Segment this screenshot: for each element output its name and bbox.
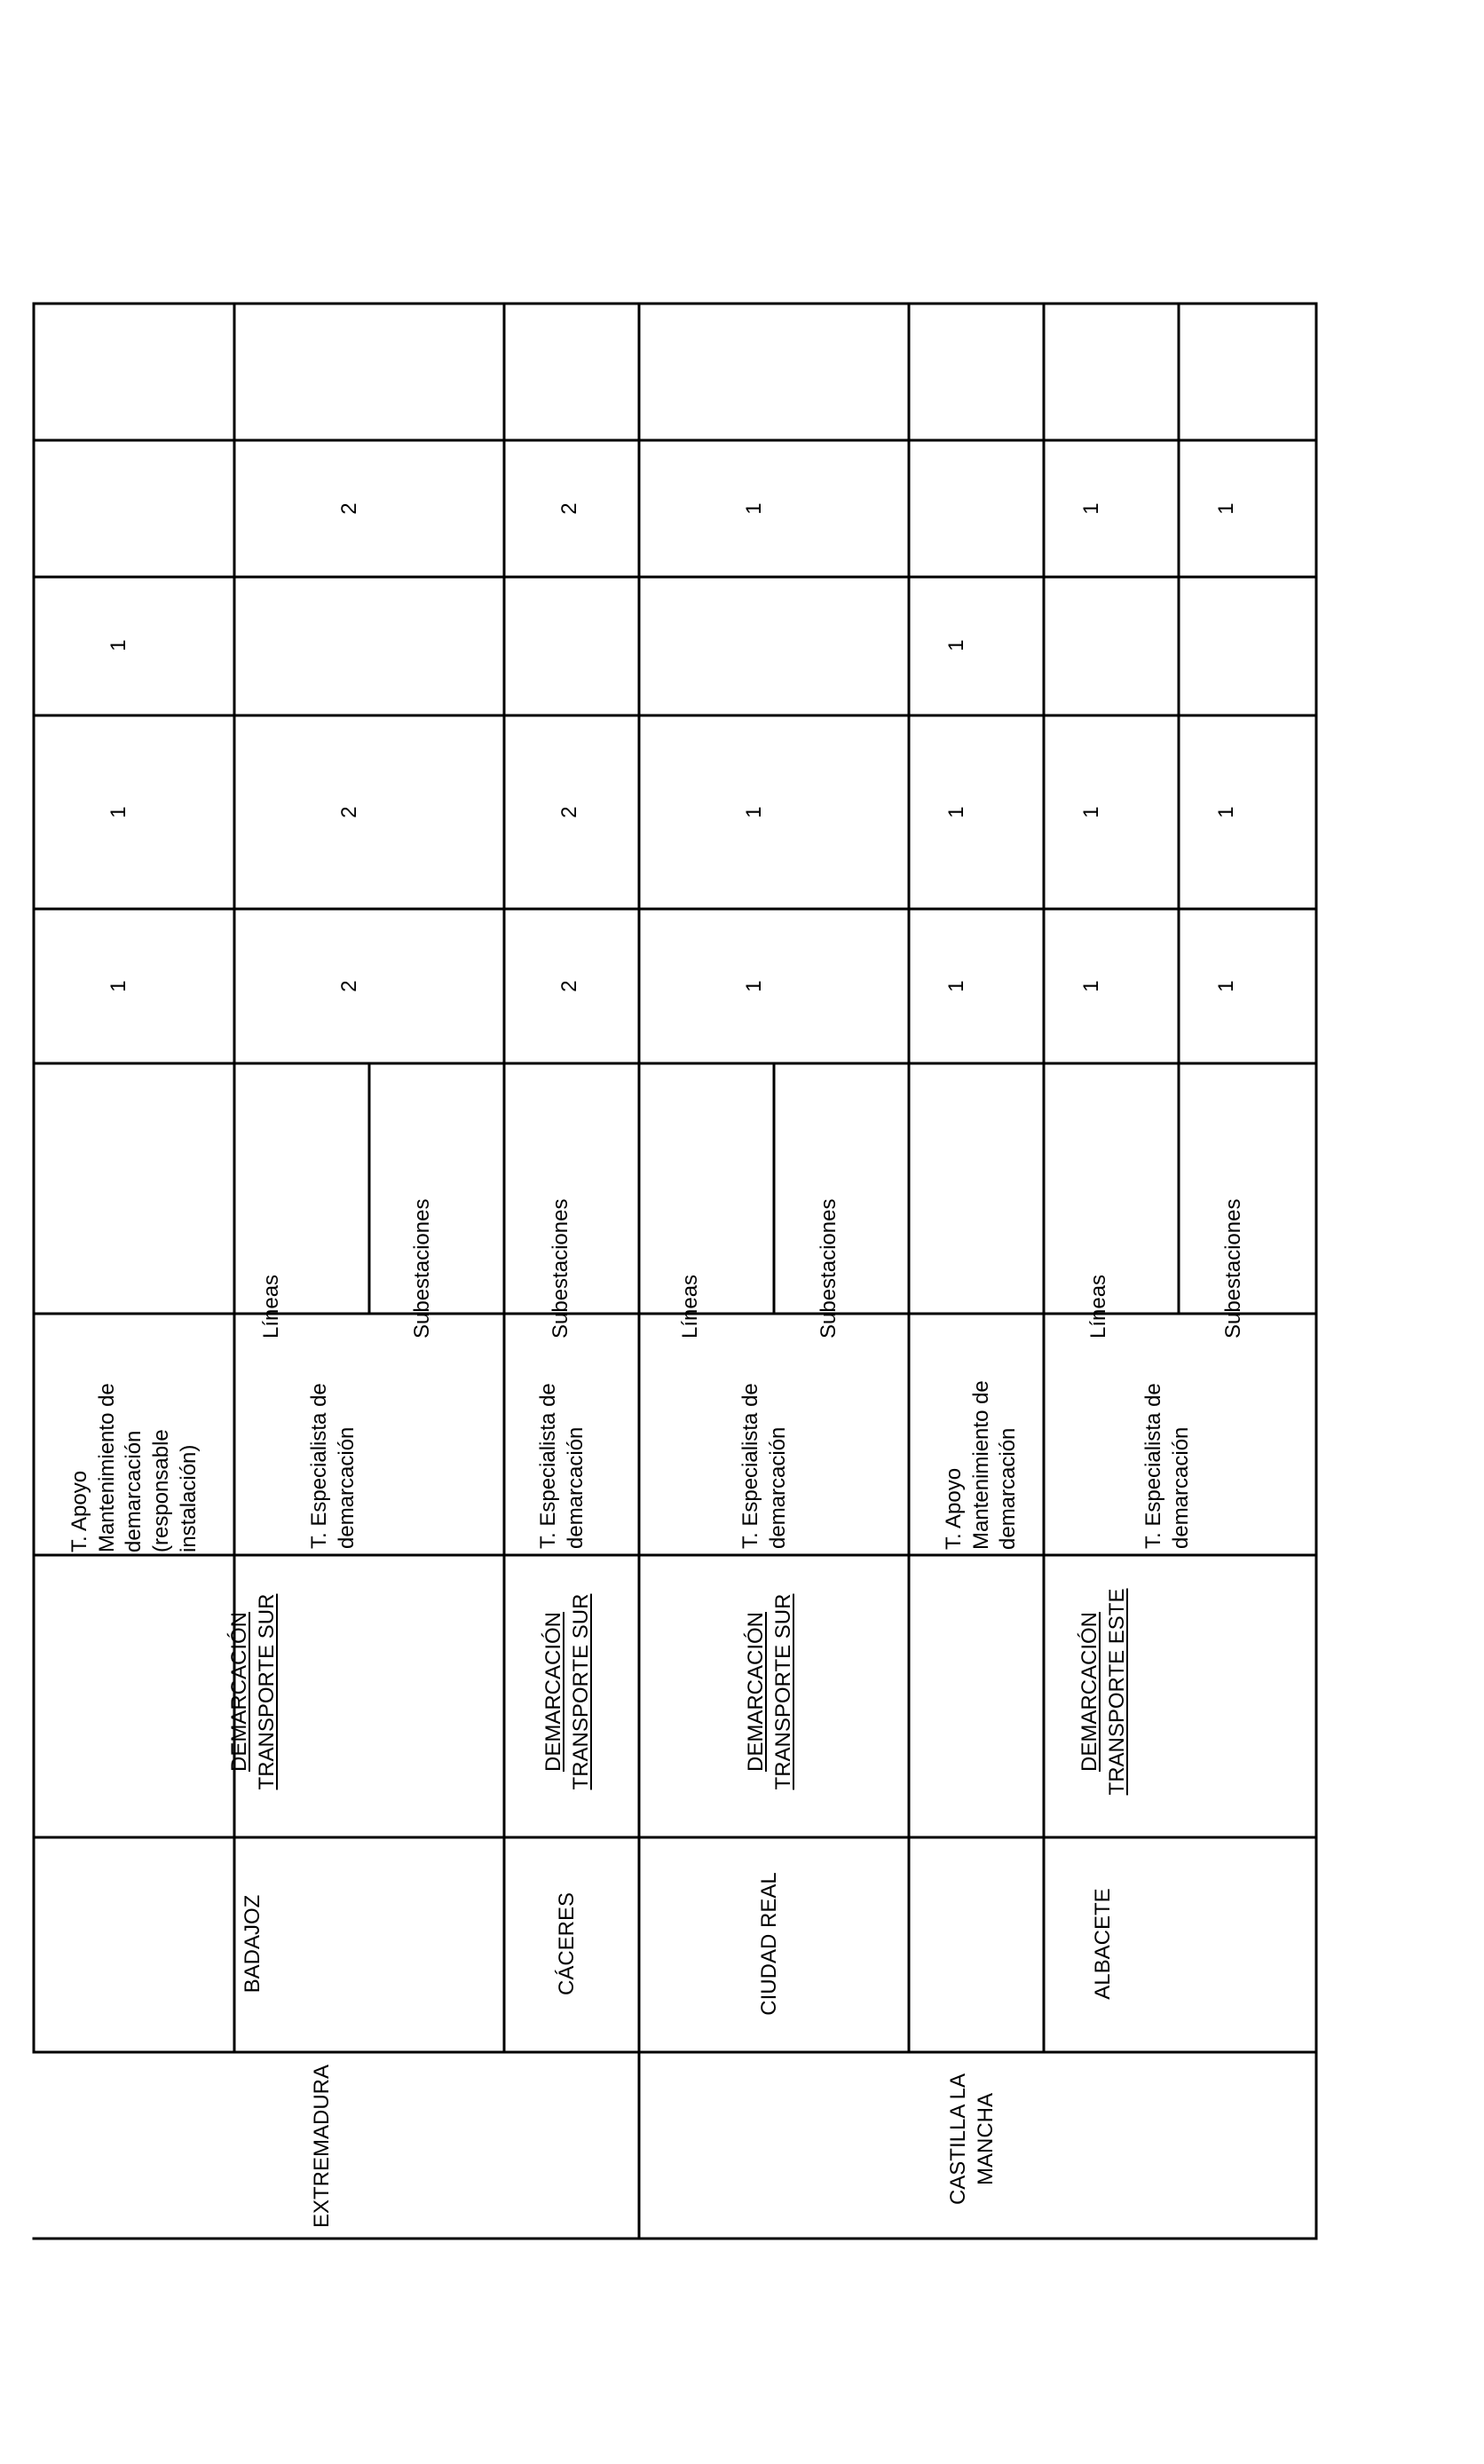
value-cell: 2 xyxy=(337,806,361,818)
role-especialista: T. Especialista de demarcación xyxy=(738,1383,790,1549)
value-cell: 1 xyxy=(1214,502,1238,515)
value-cell: 2 xyxy=(557,806,581,818)
demarcation-transporte-sur: DEMARCACIÓN TRANSPORTE SUR xyxy=(541,1593,593,1790)
region-castilla-la-mancha: CASTILLA LA MANCHA xyxy=(946,2073,998,2206)
demarcation-transporte-sur: DEMARCACIÓN TRANSPORTE SUR xyxy=(227,1593,279,1790)
role-apoyo-mantenimiento: T. Apoyo Mantenimiento de demarcación xyxy=(942,1380,1021,1550)
value-cell: 1 xyxy=(944,980,968,992)
value-cell: 1 xyxy=(944,639,968,652)
area-lineas: Líneas xyxy=(1086,1274,1110,1339)
province-badajoz: BADAJOZ xyxy=(241,1894,264,1994)
value-cell: 1 xyxy=(107,639,130,652)
value-cell: 1 xyxy=(107,980,130,992)
role-especialista: T. Especialista de demarcación xyxy=(1141,1383,1193,1549)
value-cell: 1 xyxy=(742,502,766,515)
value-cell: 2 xyxy=(337,502,361,515)
value-cell: 2 xyxy=(557,502,581,515)
area-subestaciones: Subestaciones xyxy=(410,1198,434,1339)
value-cell: 1 xyxy=(1079,502,1103,515)
region-extremadura: EXTREMADURA xyxy=(310,2064,334,2229)
value-cell: 2 xyxy=(557,980,581,992)
demarcation-transporte-sur: DEMARCACIÓN TRANSPORTE SUR xyxy=(744,1593,795,1790)
value-cell: 1 xyxy=(1079,806,1103,818)
area-subestaciones: Subestaciones xyxy=(817,1198,841,1339)
province-ciudad-real: CIUDAD REAL xyxy=(757,1872,781,2016)
value-cell: 1 xyxy=(1214,980,1238,992)
area-lineas: Líneas xyxy=(678,1274,702,1339)
value-cell: 1 xyxy=(742,980,766,992)
role-especialista: T. Especialista de demarcación xyxy=(536,1383,588,1549)
province-caceres: CÁCERES xyxy=(555,1891,579,1996)
value-cell: 1 xyxy=(1079,980,1103,992)
value-cell: 1 xyxy=(944,806,968,818)
area-lineas: Líneas xyxy=(259,1274,283,1339)
value-cell: 1 xyxy=(107,806,130,818)
value-cell: 1 xyxy=(1214,806,1238,818)
demarcation-transporte-este: DEMARCACIÓN TRANSPORTE ESTE xyxy=(1077,1588,1129,1796)
role-apoyo-mantenimiento: T. Apoyo Mantenimiento de demarcación (responsable instalación) xyxy=(67,1383,201,1552)
value-cell: 2 xyxy=(337,980,361,992)
value-cell: 1 xyxy=(742,806,766,818)
area-subestaciones: Subestaciones xyxy=(1221,1198,1245,1339)
role-especialista: T. Especialista de demarcación xyxy=(307,1383,359,1549)
province-albacete: ALBACETE xyxy=(1091,1888,1115,2000)
area-subestaciones: Subestaciones xyxy=(549,1198,572,1339)
